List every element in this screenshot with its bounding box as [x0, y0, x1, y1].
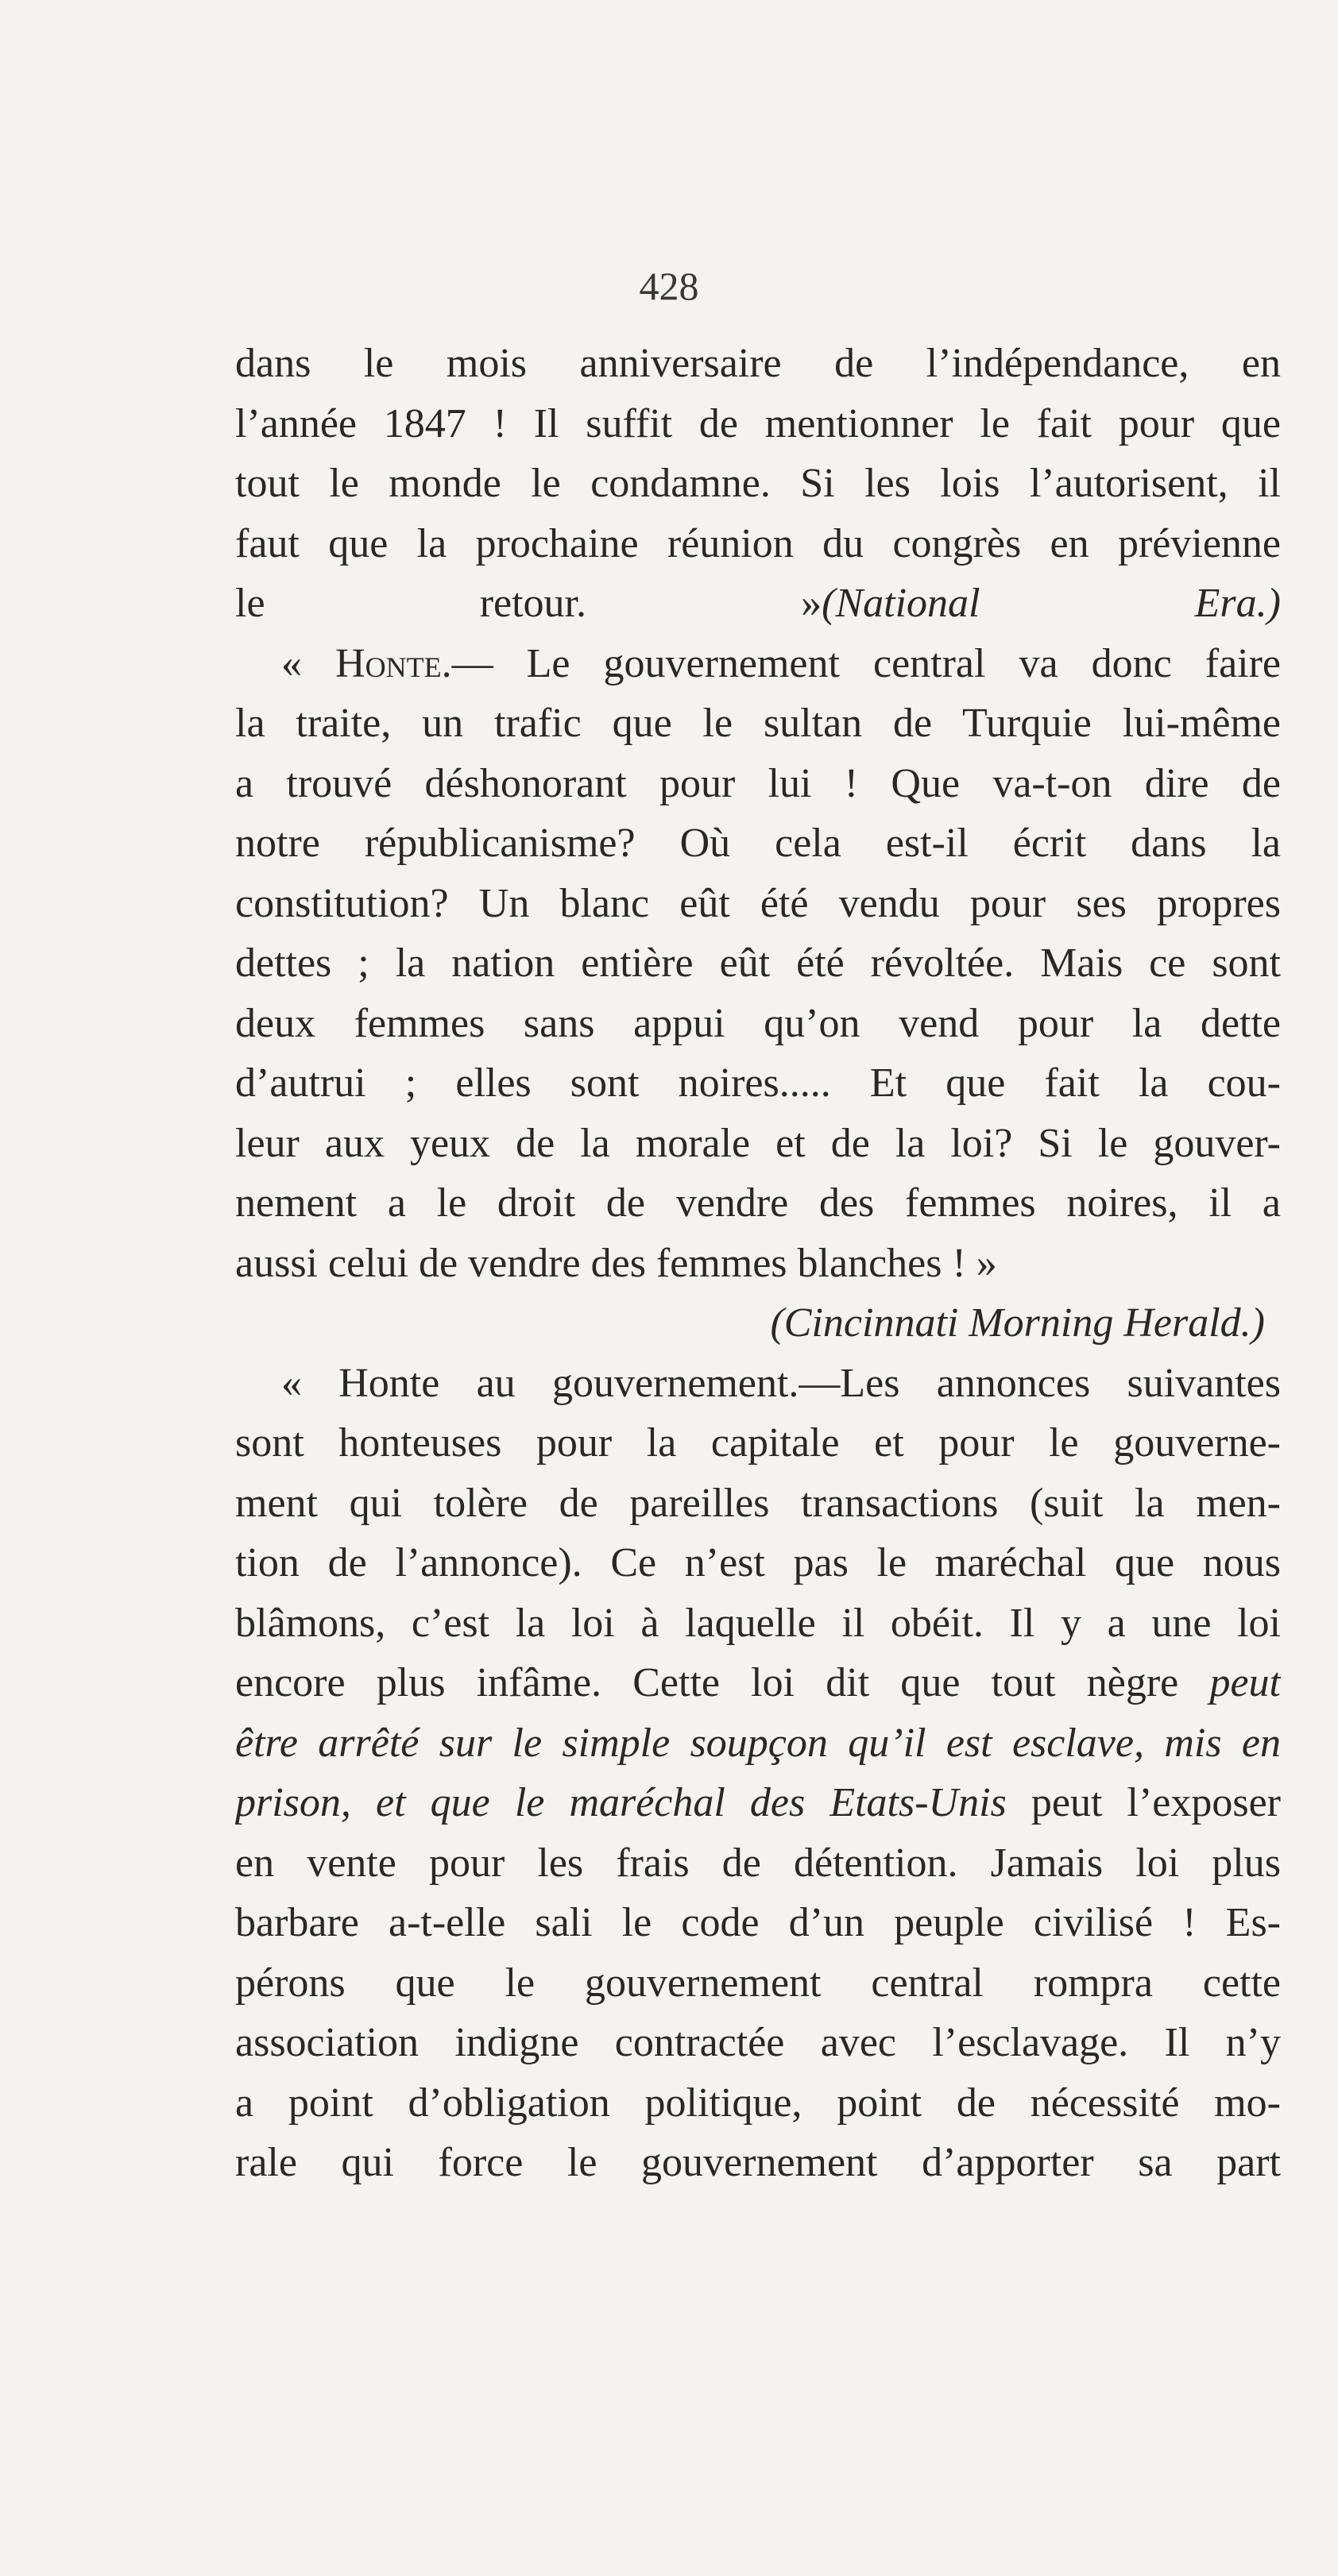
text-line: faut que la prochaine réunion du congrès en prévienne: [235, 520, 1281, 566]
text-line: barbare a-t-elle sali le code d’un peuple civilisé ! Es-: [235, 1900, 1281, 1945]
text-line: la traite, un trafic que le sultan de Turquie lui-même: [235, 701, 1281, 746]
text-line: dans le mois anniversaire de l’indépendance, en: [235, 341, 1281, 386]
text-line: a trouvé déshonorant pour lui ! Que va-t-on dire de: [235, 760, 1281, 806]
text-line: rale qui force le gouvernement d’apporter sa part: [235, 2140, 1281, 2185]
text-segment: le retour. »: [235, 581, 822, 626]
text-line: tion de l’annonce). Ce n’est pas le maréchal que nous: [235, 1540, 1281, 1585]
source-citation: (Cincinnati Morning Herald.): [770, 1300, 1265, 1346]
text-line: aussi celui de vendre des femmes blanches ! »: [235, 1240, 997, 1286]
text-segment: encore plus infâme. Cette loi dit que tout nègre: [235, 1660, 1210, 1705]
page-number: 428: [639, 264, 699, 308]
text-line: [235, 1773, 1281, 1833]
text-line: association indigne contractée avec l’esclavage. Il n’y: [235, 2020, 1281, 2065]
text-segment: peut l’exposer: [1006, 1780, 1281, 1825]
text-line: [235, 1653, 1281, 1713]
section-heading-word: Honte: [335, 640, 442, 686]
italic-segment: peut: [1209, 1660, 1281, 1705]
text-line: blâmons, c’est la loi à laquelle il obéit. Il y a une loi: [235, 1600, 1281, 1646]
source-citation: (National Era.): [822, 581, 1281, 626]
text-line: en vente pour les frais de détention. Jamais loi plus: [235, 1840, 1281, 1886]
text-line: l’année 1847 ! Il suffit de mentionner le fait pour que: [235, 400, 1281, 446]
text-line: ment qui tolère de pareilles transactions (suit la men-: [235, 1480, 1281, 1526]
text-line: dettes ; la nation entière eût été révoltée. Mais ce sont: [235, 940, 1281, 986]
italic-segment: prison, et que le maréchal des Etats-Unis: [235, 1780, 1007, 1825]
text-line: tout le monde le condamne. Si les lois l’autorisent, il: [235, 461, 1281, 506]
text-line: [235, 634, 1281, 694]
text-line: être arrêté sur le simple soupçon qu’il est esclave, mis en: [235, 1720, 1281, 1766]
text-line: d’autrui ; elles sont noires..... Et que fait la cou-: [235, 1060, 1281, 1106]
text-line: sont honteuses pour la capitale et pour le gouverne-: [235, 1420, 1281, 1466]
text-line: deux femmes sans appui qu’on vend pour la dette: [235, 1000, 1281, 1046]
quote-mark: «: [281, 640, 336, 686]
text-line: notre républicanisme? Où cela est-il écrit dans la: [235, 821, 1281, 866]
text-line: constitution? Un blanc eût été vendu pour ses propres: [235, 880, 1281, 926]
text-line: « Honte au gouvernement.—Les annonces suivantes: [281, 1360, 1281, 1406]
text-segment: .— Le gouvernement central va donc faire: [441, 640, 1281, 686]
text-line: [235, 574, 1281, 634]
text-line: pérons que le gouvernement central rompra cette: [235, 1960, 1281, 2006]
text-line: [235, 1293, 1281, 1354]
text-line: a point d’obligation politique, point de nécessité mo-: [235, 2080, 1281, 2126]
text-line: leur aux yeux de la morale et de la loi? Si le gouver-: [235, 1120, 1281, 1166]
body-text: [235, 334, 1281, 2193]
text-line: nement a le droit de vendre des femmes noires, il a: [235, 1180, 1281, 1226]
